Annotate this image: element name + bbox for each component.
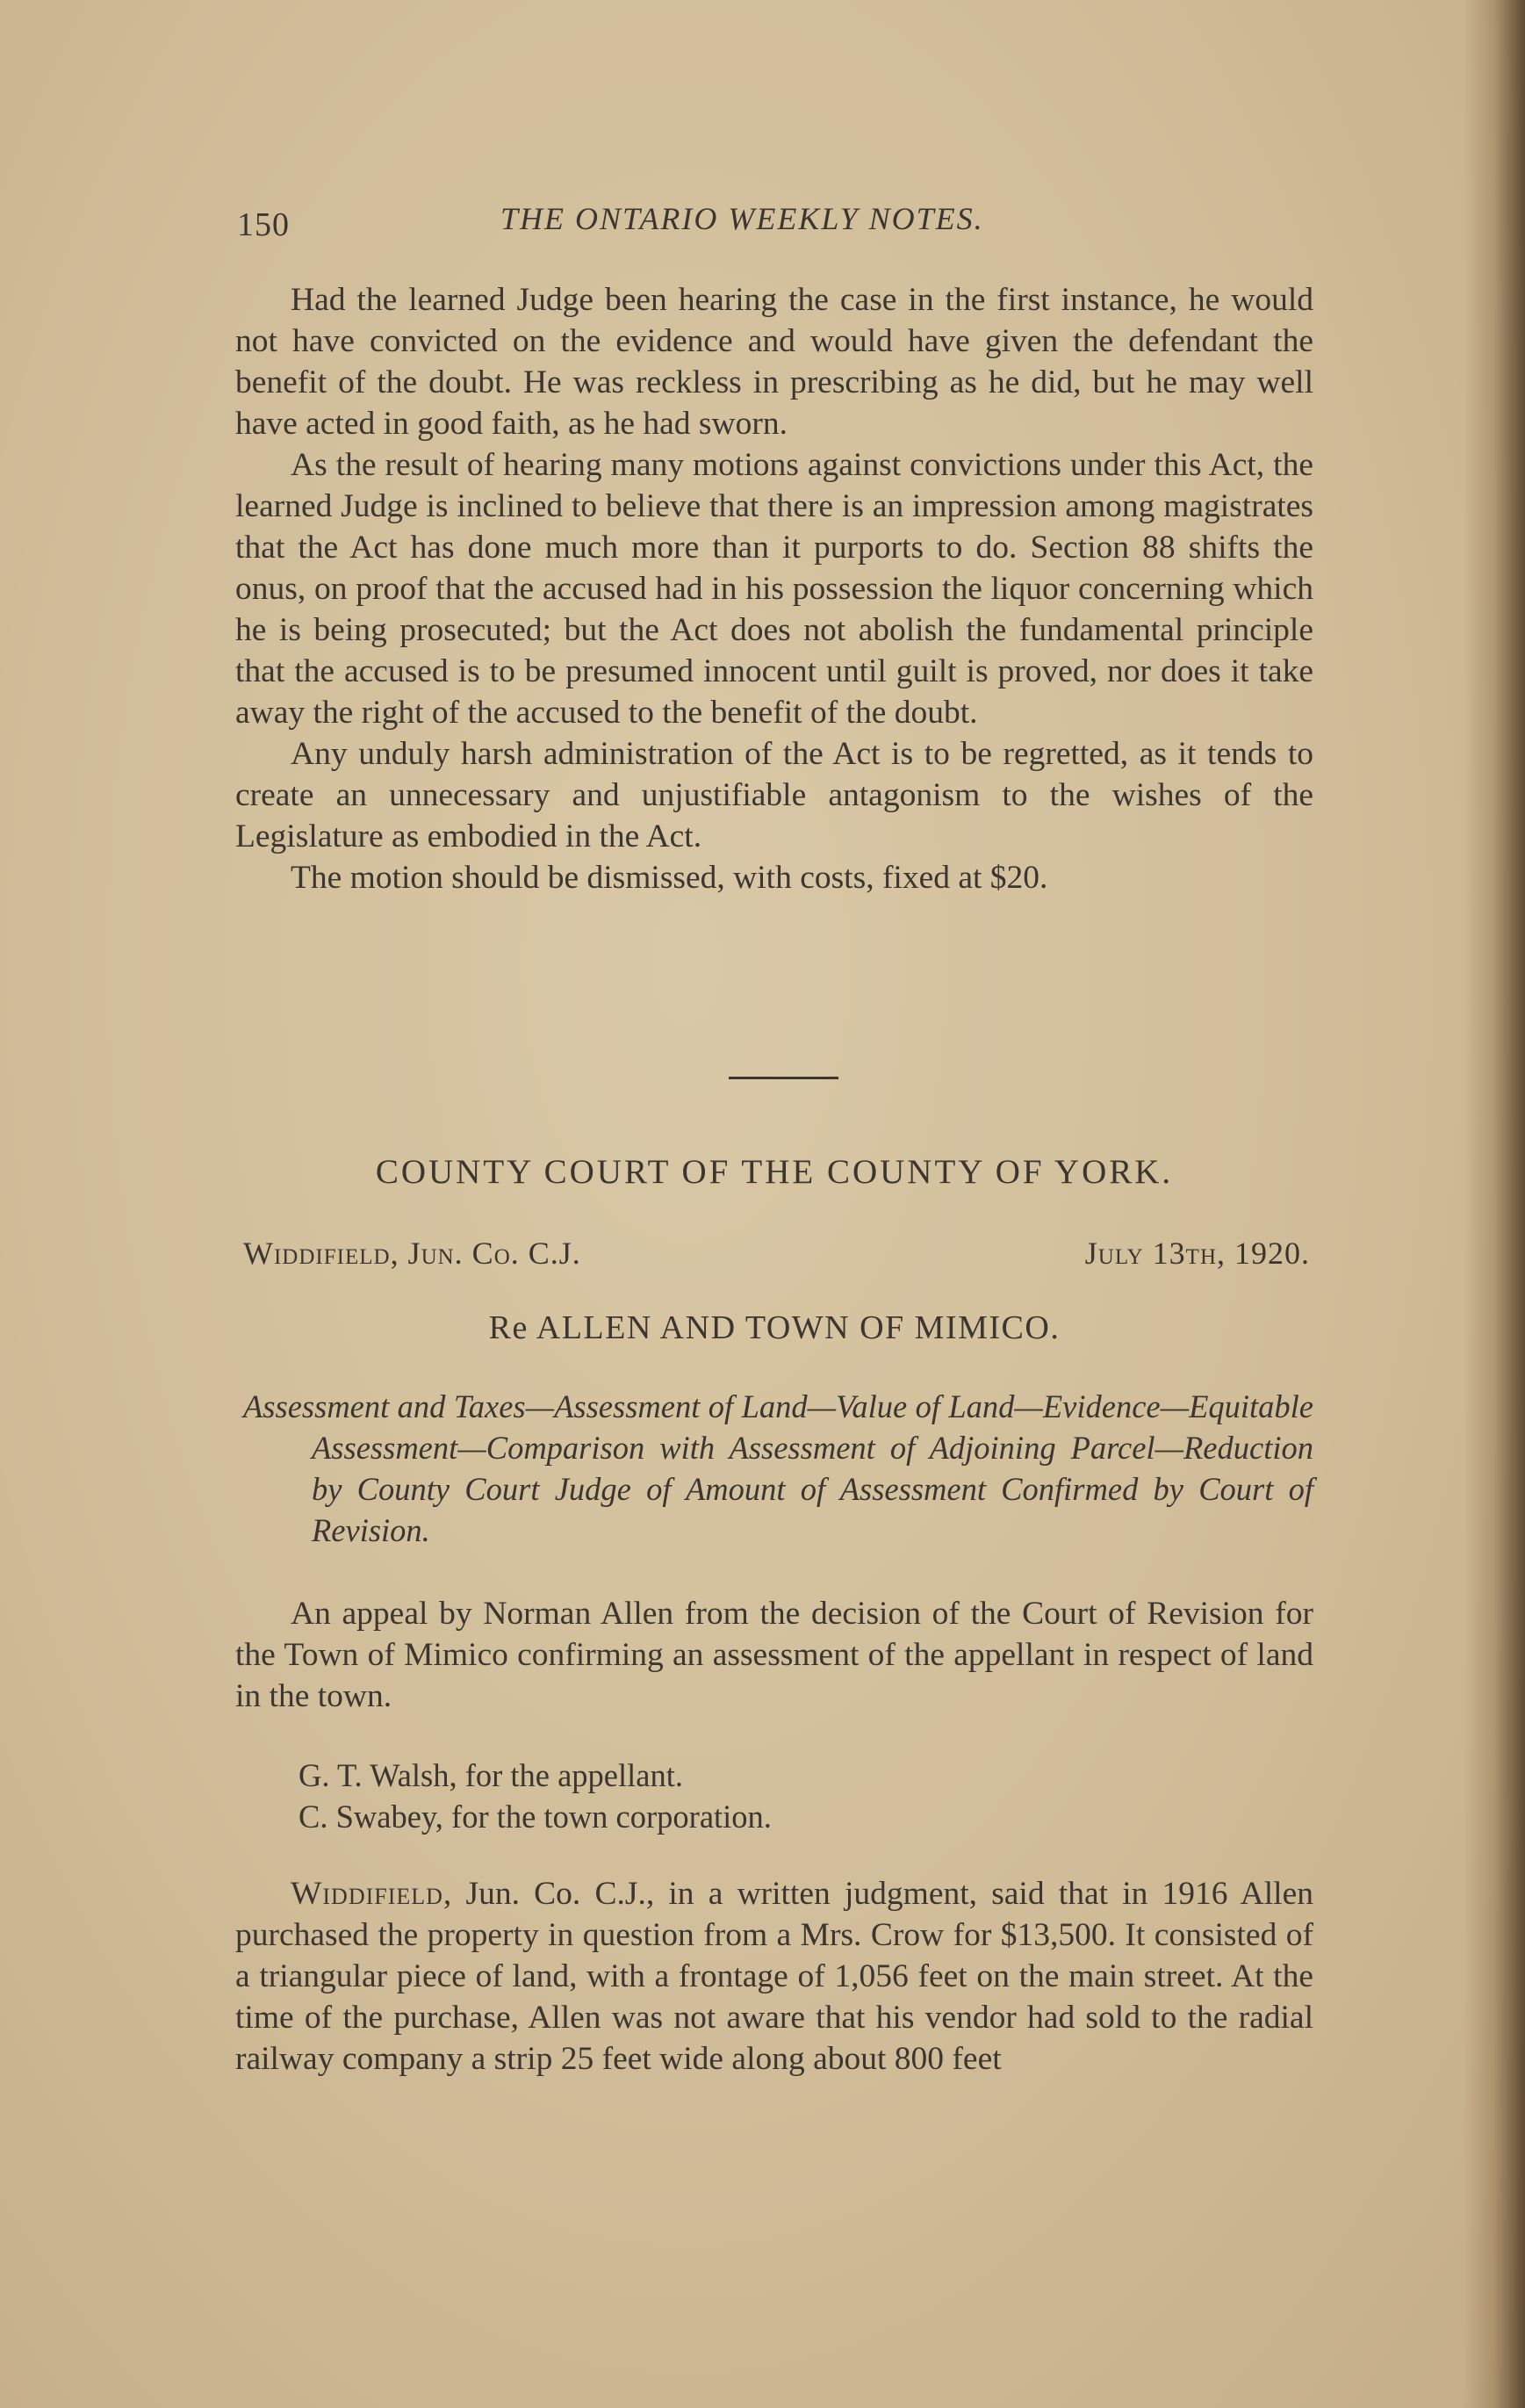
judgment-author: Widdifield <box>291 1876 443 1912</box>
case-title: Re ALLEN AND TOWN OF MIMICO. <box>488 1309 1061 1346</box>
judgment-date: July 13th, 1920. <box>1084 1236 1310 1271</box>
judgment-paragraph <box>235 1873 1313 2080</box>
judge-date-line <box>243 1235 1310 1279</box>
paragraph: Had the learned Judge been hearing the case in the first instance, he would not have convicted on the evidence and would have given the defendant the benefit of the doubt. He was reckless in prescribing as he did, but he may well have acted in good faith, as he had sworn. <box>235 282 1313 442</box>
section-divider <box>729 1077 838 1079</box>
page-number: 150 <box>237 206 290 243</box>
binding-shadow <box>1464 0 1525 2408</box>
counsel-respondent: C. Swabey, for the town corporation. <box>299 1799 772 1835</box>
paragraph: The motion should be dismissed, with costs, fixed at $20. <box>291 860 1048 896</box>
summary-paragraph: An appeal by Norman Allen from the decision of the Court of Revision for the Town of Mimico confirming an assessment of the appellant in respect of land in the town. <box>235 1596 1313 1714</box>
judgment-text: , Jun. Co. C.J., in a written judgment, said that in 1916 Allen purchased the property in question from a Mrs. Crow for $13,500. It consisted of a triangular piece of land, with a frontage of 1,056 feet on the main street. At the time of the purchase, Allen was not aware that his vendor had sold to the radial railway company a strip 25 feet wide along about 800 feet <box>235 1876 1313 2077</box>
running-head <box>237 200 1317 253</box>
paragraph: Any unduly harsh administration of the Act is to be regretted, as it tends to create an unnecessary and unjustifiable antagonism to the wishes of the Legislature as embodied in the Act. <box>235 736 1313 854</box>
headnote-text: Assessment and Taxes—Assessment of Land—Value of Land—Evidence—Equitable Assessment—Comparison with Assessment of Adjoining Parcel—Reduction by County Court Judge of Amount of Assessment Confirmed by Court of Revision. <box>243 1388 1313 1548</box>
judgment-body <box>235 1873 1313 2080</box>
court-heading: COUNTY COURT OF THE COUNTY OF YORK. <box>375 1153 1174 1191</box>
continued-opinion <box>235 279 1313 898</box>
headnote <box>243 1386 1313 1551</box>
paragraph: As the result of hearing many motions against convictions under this Act, the learned Judge is inclined to believe that there is an impression among magistrates that the Act has done much more than it purports to do. Section 88 shifts the onus, on proof that the accused had in his possession the liquor concerning which he is being prosecuted; but the Act does not abolish the fundamental principle that the accused is to be presumed innocent until guilt is proved, nor does it take away the right of the accused to the benefit of the doubt. <box>235 447 1313 731</box>
case-summary <box>235 1593 1313 1717</box>
counsel-appellant: G. T. Walsh, for the appellant. <box>299 1757 683 1793</box>
counsel-list <box>299 1755 1264 1837</box>
judge-name: Widdifield, Jun. Co. C.J. <box>243 1236 581 1271</box>
journal-title: THE ONTARIO WEEKLY NOTES. <box>500 201 984 236</box>
